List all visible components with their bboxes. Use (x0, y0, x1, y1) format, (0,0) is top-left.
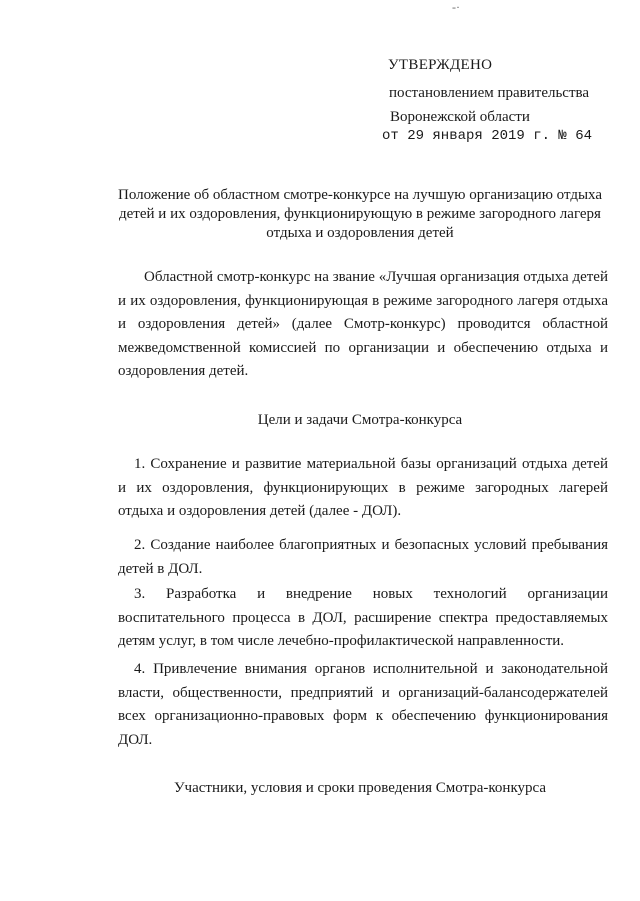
list-item: 2. Создание наиболее благоприятных и безопасных условий пребывания детей в ДОЛ. (118, 537, 608, 577)
approval-authority: постановлением правительства (389, 85, 590, 101)
approval-date-number: от 29 января 2019 г. № 64 (382, 128, 593, 144)
approval-region: Воронежской области (390, 109, 530, 125)
scan-mark: -· (452, 0, 460, 14)
approval-heading: УТВЕРЖДЕНО (388, 57, 493, 73)
list-item: 1. Сохранение и развитие материальной базы организаций отдыха детей и их оздоровления, функционирующих в режиме загородных лагерей отдыха и оздоровления детей (далее - ДОЛ). (118, 456, 608, 519)
list-item: 3. Разработка и внедрение новых технологий организации воспитательного процесса в ДОЛ, расширение спектра предоставляемых детям услуг, в том числе лечебно-профилактической направленности. (118, 586, 608, 649)
section-heading-goals: Цели и задачи Смотра-конкурса (257, 412, 463, 428)
section-heading-participants: Участники, условия и сроки проведения Смотра-конкурса (173, 780, 547, 796)
intro-paragraph: Областной смотр-конкурс на звание «Лучшая организация отдыха детей и их оздоровления, функционирующая в режиме загородного лагеря отдыха и оздоровления детей» (далее Смотр-конкурс) проводится областной межведомственной комиссией по организации и обеспечению отдыха и оздоровления детей. (118, 269, 608, 379)
document-title: Положение об областном смотре-конкурсе на лучшую организацию отдыха детей и их оздоровления, функционирующую в режиме загородного лагеря отдыха и оздоровления детей (118, 187, 602, 241)
list-item: 4. Привлечение внимания органов исполнительной и законодательной власти, общественности, предприятий и организаций-балансодержателей всех организационно-правовых форм к обеспечению функционирования ДОЛ. (118, 661, 608, 748)
